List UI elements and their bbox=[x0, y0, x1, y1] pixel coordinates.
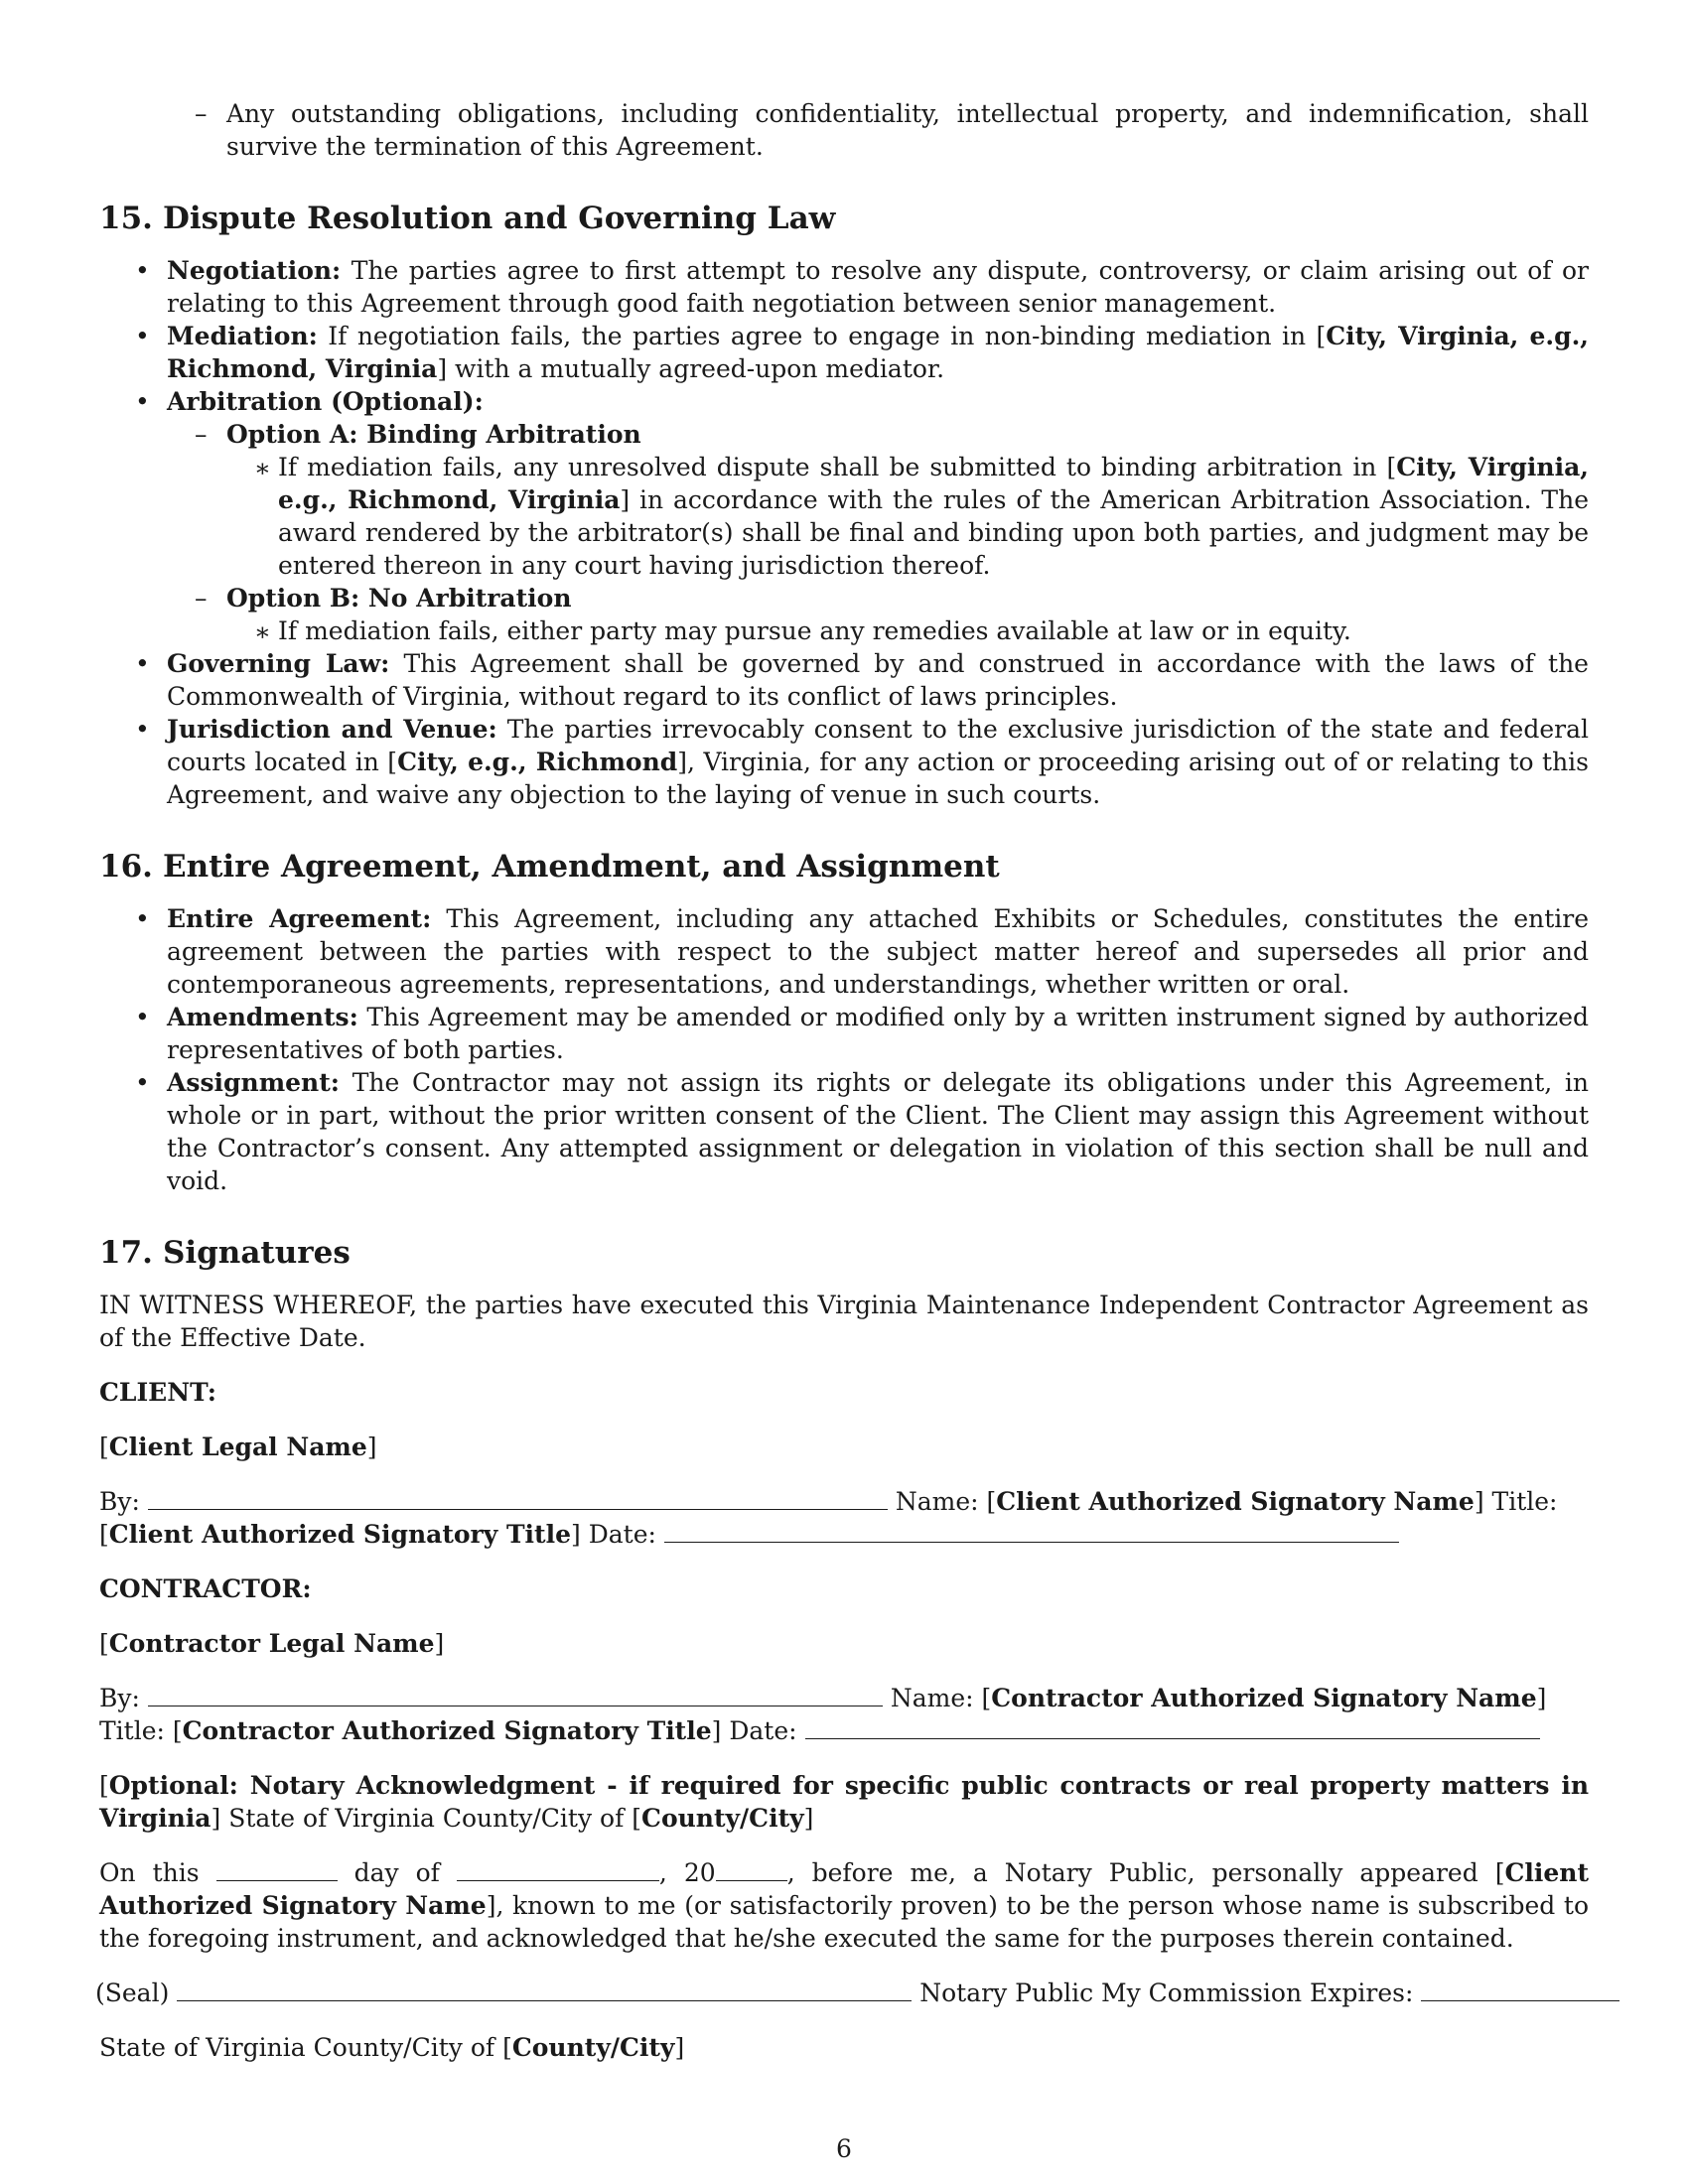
option-b-text: ∗ If mediation fails, either party may pursue any remedies available at law or in equity. bbox=[226, 614, 1589, 647]
mediation-item: • Mediation: If negotiation fails, the parties agree to engage in non-binding mediation in [City, Virginia, e.g., Richmond, Virginia] with a mutually agreed-upon mediator. bbox=[99, 320, 1589, 385]
notary-year-blank[interactable] bbox=[716, 1856, 787, 1881]
contractor-signature-line[interactable] bbox=[148, 1682, 883, 1706]
governing-law-item: • Governing Law: This Agreement shall be governed by and construed in accordance with the laws of the Commonwealth of Virginia, without regard to its conflict of laws principles. bbox=[99, 647, 1589, 713]
document-page bbox=[95, 97, 1590, 2064]
jurisdiction-item: • Jurisdiction and Venue: The parties irrevocably consent to the exclusive jurisdiction of the state and federal courts located in [City, e.g., Richmond], Virginia, for any action or proceeding arising out of or relating to this Agreement, and waive any objection to the laying of venue in such courts. bbox=[99, 713, 1589, 811]
client-heading: CLIENT: bbox=[99, 1378, 217, 1407]
carryover-item: – Any outstanding obligations, including confidentiality, intellectual property, and indemnification, shall survive the termination of this Agreement. bbox=[99, 97, 1589, 163]
notary-day-blank[interactable] bbox=[216, 1856, 338, 1881]
notary-optional-note: [Optional: Notary Acknowledgment - if required for specific public contracts or real property matters in Virginia] State of Virginia County/City of [County/City] bbox=[99, 1771, 1589, 1833]
section-16-list bbox=[99, 902, 1589, 1197]
option-a-text: ∗ If mediation fails, any unresolved dispute shall be submitted to binding arbitration in [City, Virginia, e.g., Richmond, Virginia] in accordance with the rules of the American Arbitration Association. The award rendered by the arbitrator(s) shall be final and binding upon both parties, and judgment may be entered thereon in any court having jurisdiction thereof. bbox=[226, 451, 1589, 582]
contractor-heading: CONTRACTOR: bbox=[99, 1574, 312, 1603]
negotiation-item: • Negotiation: The parties agree to first attempt to resolve any dispute, controversy, or claim arising out of or relating to this Agreement through good faith negotiation between senior management. bbox=[99, 254, 1589, 320]
carryover-list bbox=[99, 97, 1589, 163]
section-17-heading: 17. Signatures bbox=[99, 1235, 351, 1271]
notary-state-line: State of Virginia County/City of [County/City] bbox=[99, 2033, 685, 2062]
contractor-date-line[interactable] bbox=[805, 1714, 1540, 1739]
option-a-item: – Option A: Binding Arbitration ∗ If mediation fails, any unresolved dispute shall be submitted to binding arbitration in [City, Virginia, e.g., Richmond, Virginia] in accordance with the rules of the American Arbitration Association. The award rendered by the arbitrator(s) shall be final and binding upon both parties, and judgment may be entered thereon in any court having jurisdiction thereof. bbox=[167, 418, 1589, 582]
page-number: 6 bbox=[836, 2134, 852, 2163]
assignment-item: • Assignment: The Contractor may not assign its rights or delegate its obligations under this Agreement, in whole or in part, without the prior written consent of the Client. The Client may assign this Agreement without the Contractor’s consent. Any attempted assignment or delegation in violation of this section shall be null and void. bbox=[99, 1066, 1589, 1197]
witness-paragraph: IN WITNESS WHEREOF, the parties have executed this Virginia Maintenance Independent Contractor Agreement as of the Effective Date. bbox=[99, 1291, 1589, 1352]
client-legal-name: [Client Legal Name] bbox=[99, 1433, 377, 1461]
client-signature-block: By: Name: [Client Authorized Signatory Name] Title: [Client Authorized Signatory Title] Date: bbox=[99, 1487, 1558, 1549]
commission-expires-line[interactable] bbox=[1421, 1977, 1619, 2001]
section-16-heading: 16. Entire Agreement, Amendment, and Assignment bbox=[99, 849, 1000, 885]
section-15-list bbox=[99, 254, 1589, 811]
entire-agreement-item: • Entire Agreement: This Agreement, including any attached Exhibits or Schedules, constitutes the entire agreement between the parties with respect to the subject matter hereof and supersedes all prior and contemporaneous agreements, representations, and understandings, whether written or oral. bbox=[99, 902, 1589, 1001]
option-b-item: – Option B: No Arbitration ∗ If mediation fails, either party may pursue any remedies available at law or in equity. bbox=[167, 582, 1589, 647]
amendments-item: • Amendments: This Agreement may be amended or modified only by a written instrument signed by authorized representatives of both parties. bbox=[99, 1001, 1589, 1066]
notary-seal-line: (Seal) Notary Public My Commission Expires: bbox=[95, 1977, 1589, 2009]
contractor-legal-name: [Contractor Legal Name] bbox=[99, 1629, 445, 1658]
notary-signature-line[interactable] bbox=[177, 1977, 912, 2001]
arbitration-item: • Arbitration (Optional): – Option A: Binding Arbitration ∗ If mediation fails, any unresolved dispute shall be submitted to binding arbitration in [City, Virginia, e.g., Richmond, Virginia] in accordance with the rules of the American Arbitration Association. The award rendered by the arbitrator(s) shall be final and binding upon both parties, and judgment may be entered thereon in any court having jurisdiction thereof. – Option B: No Arbitration ∗ If mediation fails, either party may pursue any remedies available at law or in equity. bbox=[99, 385, 1589, 647]
client-signature-line[interactable] bbox=[148, 1485, 888, 1510]
notary-month-blank[interactable] bbox=[457, 1856, 659, 1881]
section-15-heading: 15. Dispute Resolution and Governing Law bbox=[99, 201, 836, 236]
client-date-line[interactable] bbox=[664, 1518, 1399, 1543]
contractor-signature-block: By: Name: [Contractor Authorized Signatory Name] Title: [Contractor Authorized Signatory Title] Date: bbox=[99, 1684, 1547, 1745]
notary-acknowledgment: On this day of , 20 , before me, a Notary Public, personally appeared [Client Authorized Signatory Name], known to me (or satisfactorily proven) to be the person whose name is subscribed to the foregoing instrument, and acknowledged that he/she executed the same for the purposes therein contained. bbox=[99, 1858, 1589, 1953]
arbitration-options bbox=[167, 418, 1589, 647]
